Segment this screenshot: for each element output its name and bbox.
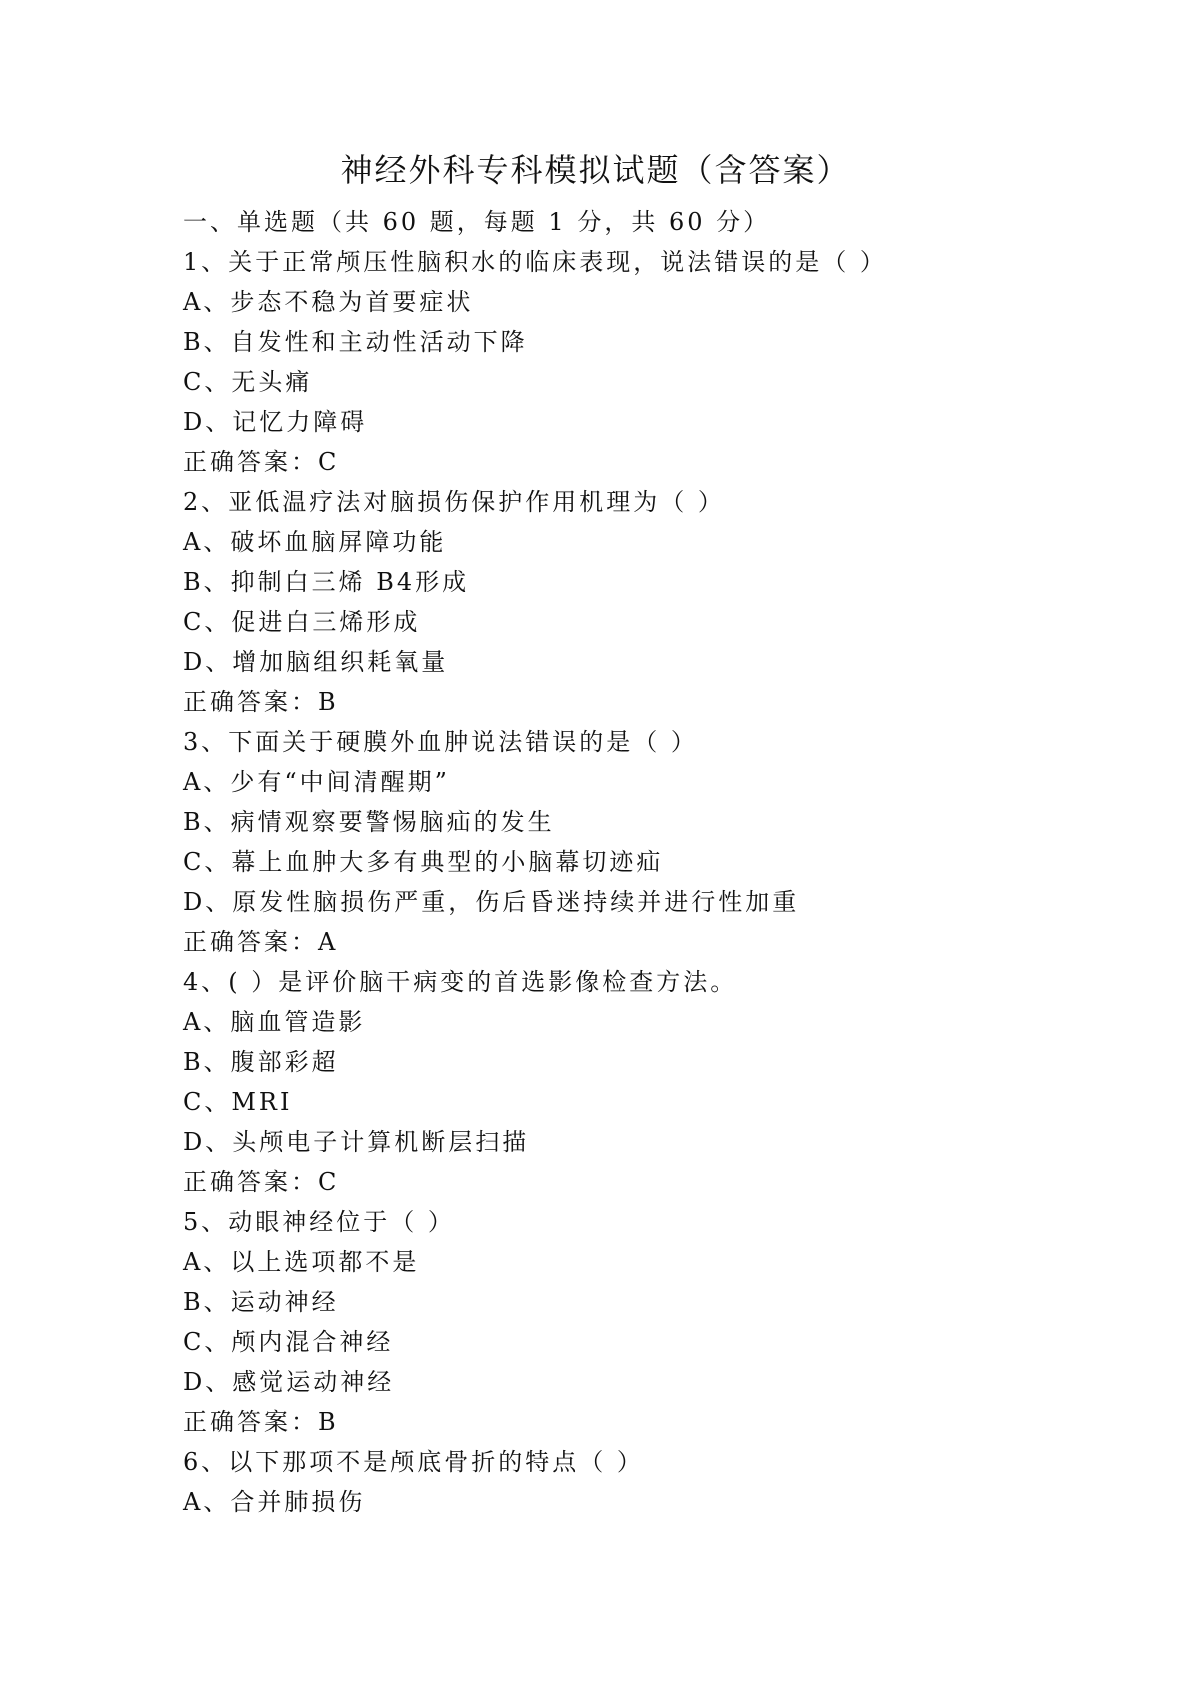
option-d: D、增加脑组织耗氧量 [183,648,449,676]
option-a: A、步态不稳为首要症状 [183,288,474,316]
document-title: 神经外科专科模拟试题（含答案） [340,151,851,189]
option-c: C、MRI [183,1088,293,1116]
correct-answer: 正确答案：A [183,928,339,956]
question-block-5 [183,1202,1103,1442]
option-d: D、原发性脑损伤严重，伤后昏迷持续并进行性加重 [183,888,800,916]
option-c: C、幕上血肿大多有典型的小脑幕切迹疝 [183,848,664,876]
option-d: D、感觉运动神经 [183,1368,395,1396]
question-text: 5、动眼神经位于（ ） [183,1208,455,1236]
option-d: D、记忆力障碍 [183,408,368,436]
option-d: D、头颅电子计算机断层扫描 [183,1128,530,1156]
question-block-6 [183,1442,1103,1522]
option-b: B、腹部彩超 [183,1048,339,1076]
section-heading: 一、单选题（共 60 题，每题 1 分，共 60 分） [183,208,771,236]
question-text: 2、亚低温疗法对脑损伤保护作用机理为（ ） [183,488,725,516]
option-b: B、运动神经 [183,1288,339,1316]
question-block-4 [183,962,1103,1202]
question-text: 4、( ）是评价脑干病变的首选影像检查方法。 [183,968,738,996]
correct-answer: 正确答案：B [183,688,339,716]
question-block-3 [183,722,1103,962]
question-text: 6、以下那项不是颅底骨折的特点（ ） [183,1448,644,1476]
option-c: C、无头痛 [183,368,313,396]
question-block-2 [183,482,1103,722]
correct-answer: 正确答案：B [183,1408,339,1436]
option-b: B、抑制白三烯 B4形成 [183,568,470,596]
option-b: B、自发性和主动性活动下降 [183,328,528,356]
question-block-1 [183,242,1103,482]
option-a: A、破坏血脑屏障功能 [183,528,447,556]
question-text: 3、下面关于硬膜外血肿说法错误的是（ ） [183,728,698,756]
option-b: B、病情观察要警惕脑疝的发生 [183,808,555,836]
option-c: C、颅内混合神经 [183,1328,394,1356]
document-content [183,202,1103,1522]
option-c: C、促进白三烯形成 [183,608,421,636]
option-a: A、少有“中间清醒期” [183,768,450,796]
option-a: A、以上选项都不是 [183,1248,420,1276]
question-text: 1、关于正常颅压性脑积水的临床表现，说法错误的是（ ） [183,248,887,276]
correct-answer: 正确答案：C [183,448,340,476]
correct-answer: 正确答案：C [183,1168,340,1196]
option-a: A、脑血管造影 [183,1008,366,1036]
option-a: A、合并肺损伤 [183,1488,366,1516]
